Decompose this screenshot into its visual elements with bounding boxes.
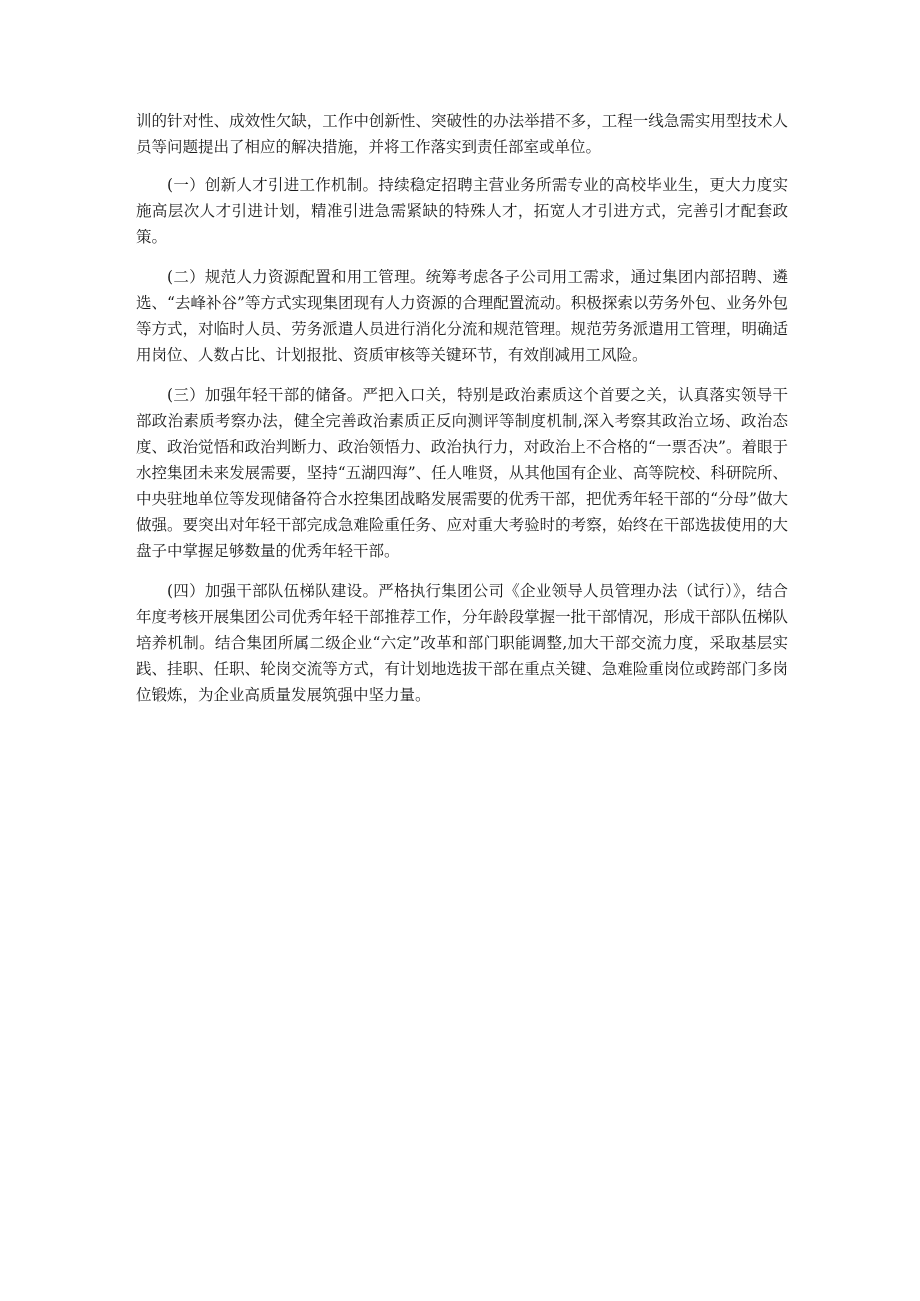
- paragraph-talent-introduction: (一）创新人才引进工作机制。持续稳定招聘主营业务所需专业的高校毕业生，更大力度实施高层次人才引进计划，精准引进急需紧缺的特殊人才，拓宽人才引进方式，完善引才配套政策。: [136, 176, 788, 246]
- paragraph-young-cadres: (三）加强年轻干部的储备。严把入口关，特别是政治素质这个首要之关，认真落实领导干部政治素质考察办法，健全完善政治素质正反向测评等制度机制,深入考察其政治立场、政治态度、政治觉悟和政治判断力、政治领悟力、政治执行力，对政治上不合格的“一票否决”。着眼于水控集团未来发展需要，坚持“五湖四海”、任人唯贤，从其他国有企业、高等院校、科研院所、中央驻地单位等发现储备符合水控集团战略发展需要的优秀干部，把优秀年轻干部的“分母”做大做强。要突出对年轻干部完成急难险重任务、应对重大考验时的考察，始终在干部选拔使用的大盘子中掌握足够数量的优秀年轻干部。: [136, 386, 788, 560]
- paragraph-hr-allocation: (二）规范人力资源配置和用工管理。统筹考虑各子公司用工需求，通过集团内部招聘、遴选、“去峰补谷”等方式实现集团现有人力资源的合理配置流动。积极探索以劳务外包、业务外包等方式，对临时人员、劳务派遣人员进行消化分流和规范管理。规范劳务派遣用工管理，明确适用岗位、人数占比、计划报批、资质审核等关键环节，有效削减用工风险。: [136, 268, 788, 364]
- paragraph-cadre-echelon: (四）加强干部队伍梯队建设。严格执行集团公司《企业领导人员管理办法（试行）》，结合年度考核开展集团公司优秀年轻干部推荐工作，分年龄段掌握一批干部情况，形成干部队伍梯队培养机制。结合集团所属二级企业“六定”改革和部门职能调整,加大干部交流力度，采取基层实践、挂职、任职、轮岗交流等方式，有计划地选拔干部在重点关键、急难险重岗位或跨部门多岗位锻炼，为企业高质量发展筑强中坚力量。: [136, 582, 788, 704]
- paragraph-continuation: 训的针对性、成效性欠缺，工作中创新性、突破性的办法举措不多，工程一线急需实用型技术人员等问题提出了相应的解决措施，并将工作落实到责任部室或单位。: [136, 112, 788, 156]
- document-page: [136, 108, 788, 722]
